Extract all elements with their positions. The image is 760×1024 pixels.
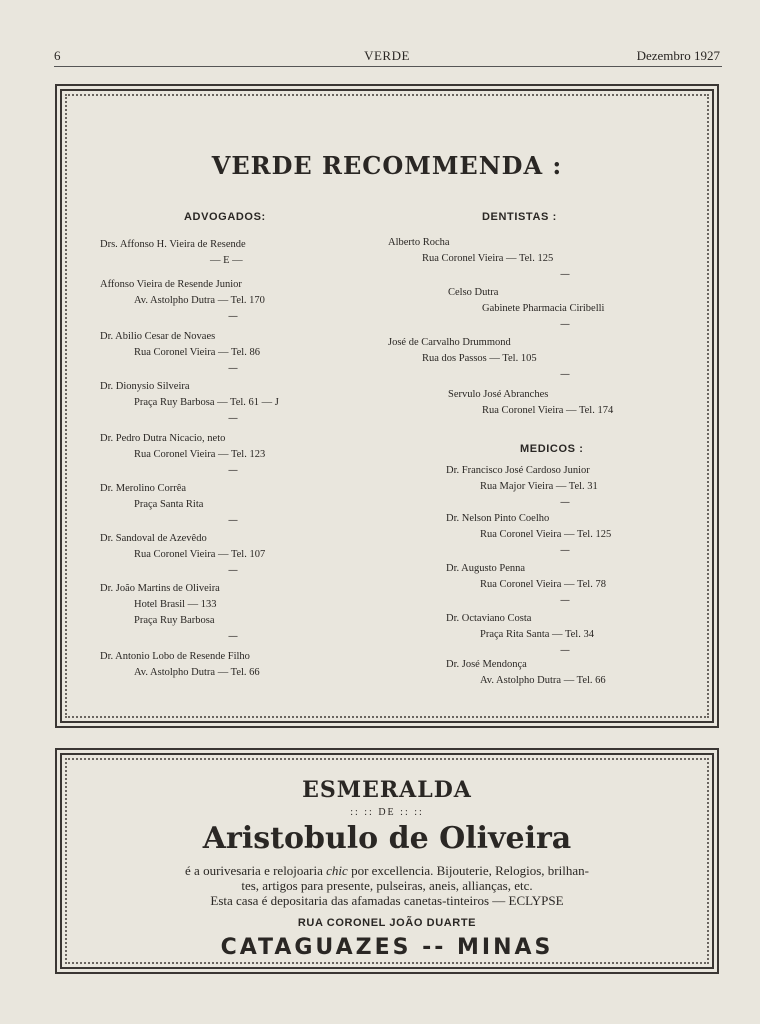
listing-name: Affonso Vieira de Resende Junior: [100, 279, 242, 290]
listing-address: Rua Coronel Vieira — Tel. 123: [134, 449, 266, 460]
listing-address: Rua Coronel Vieira — Tel. 174: [482, 405, 614, 416]
listing-entry: [446, 657, 606, 689]
listing-address: Rua Coronel Vieira — Tel. 125: [480, 529, 612, 540]
running-head: [54, 48, 720, 66]
listing-name: Servulo José Abranches: [448, 389, 549, 400]
advert-line-3: Esta casa é depositaria das afamadas canetas-tinteiros — ECLYPSE: [210, 893, 564, 908]
listing-separator: —: [560, 269, 570, 280]
listing-entry: [388, 235, 553, 267]
listing-name: Dr. Antonio Lobo de Resende Filho: [100, 651, 250, 662]
advert-box: [55, 748, 719, 974]
listing-entry: [100, 431, 265, 463]
listing-name: Dr. Merolino Corrêa: [100, 483, 187, 494]
listing-name: Celso Dutra: [448, 287, 499, 298]
listing-name: Dr. Francisco José Cardoso Junior: [446, 465, 590, 476]
issue-date: Dezembro 1927: [636, 48, 720, 63]
advert-owner: Aristobulo de Oliveira: [202, 821, 572, 856]
listing-address: Rua Major Vieira — Tel. 31: [480, 481, 598, 492]
listing-address: Rua Coronel Vieira — Tel. 78: [480, 579, 606, 590]
advert-line-2: tes, artigos para presente, pulseiras, aneis, allianças, etc.: [241, 878, 533, 893]
advert-street: RUA CORONEL JOÃO DUARTE: [297, 917, 477, 929]
listing-separator: —: [228, 565, 238, 576]
listing-address: Rua Coronel Vieira — Tel. 125: [422, 253, 554, 264]
listing-address: Praça Ruy Barbosa: [134, 615, 215, 626]
recommend-box: [55, 84, 719, 728]
listing-name: Dr. Pedro Dutra Nicacio, neto: [100, 433, 226, 444]
listing-separator: —: [560, 369, 570, 380]
listing-address: Praça Rita Santa — Tel. 34: [480, 629, 594, 640]
listing-separator: —: [228, 465, 238, 476]
listing-entry: [100, 329, 260, 361]
listing-address: Praça Santa Rita: [134, 499, 204, 510]
advert-chic: chic: [326, 863, 348, 878]
listing-separator: —: [228, 631, 238, 642]
listing-address: Gabinete Pharmacia Ciribelli: [482, 303, 605, 314]
dentists-heading: DENTISTAS :: [482, 211, 557, 223]
listing-separator: —: [228, 515, 238, 526]
listing-name: Dr. Nelson Pinto Coelho: [446, 513, 550, 524]
listing-separator: —: [560, 645, 570, 656]
advert-description: [92, 863, 682, 908]
listing-address: Hotel Brasil — 133: [134, 599, 217, 610]
listing-entry: [100, 531, 265, 563]
page-number: 6: [54, 48, 61, 63]
lawyers-intro-sep: — E —: [210, 255, 243, 266]
advert-line-1: [92, 863, 682, 878]
medicos-heading: MEDICOS :: [520, 443, 584, 455]
listing-entry: [446, 463, 598, 495]
listing-name: Dr. Octaviano Costa: [446, 613, 532, 624]
lawyers-heading: ADVOGADOS:: [184, 211, 266, 223]
listing-entry: [446, 561, 606, 593]
advert-line-1b: por excellencia. Bijouterie, Relogios, brilhan-: [351, 863, 589, 878]
listing-address: Rua Coronel Vieira — Tel. 86: [134, 347, 260, 358]
listing-separator: —: [560, 595, 570, 606]
listing-name: Dr. João Martins de Oliveira: [100, 583, 220, 594]
listing-name: José de Carvalho Drummond: [388, 337, 511, 348]
listing-name: Dr. Augusto Penna: [446, 563, 526, 574]
listing-name: Alberto Rocha: [388, 237, 450, 248]
listing-address: Rua Coronel Vieira — Tel. 107: [134, 549, 266, 560]
magazine-title: VERDE: [364, 48, 410, 63]
advert-line-1a: é a ourivesaria e relojoaria: [185, 863, 323, 878]
advert-title: ESMERALDA: [302, 777, 472, 803]
listing-entry: [388, 335, 537, 367]
advert-city: CATAGUAZES -- MINAS: [220, 935, 554, 960]
header-rule: [54, 66, 722, 67]
listing-separator: —: [560, 545, 570, 556]
listing-separator: —: [228, 311, 238, 322]
listing-address: Av. Astolpho Dutra — Tel. 66: [134, 667, 260, 678]
listing-separator: —: [560, 497, 570, 508]
listing-name: Dr. Sandoval de Azevêdo: [100, 533, 207, 544]
listing-entry: [100, 277, 265, 309]
listing-separator: —: [228, 413, 238, 424]
listing-name: Dr. José Mendonça: [446, 659, 527, 670]
lawyers-intro-name: Drs. Affonso H. Vieira de Resende: [100, 239, 246, 250]
listing-entry: [100, 649, 260, 681]
listing-entry: [100, 379, 279, 411]
advert-de: :: :: DE :: ::: [350, 807, 424, 818]
listing-name: Dr. Dionysio Silveira: [100, 381, 190, 392]
listing-entry: [446, 511, 611, 543]
listing-entry: [100, 481, 203, 513]
listing-entry: [446, 611, 594, 643]
lawyers-intro: [100, 237, 246, 269]
listing-address: Av. Astolpho Dutra — Tel. 170: [134, 295, 265, 306]
listing-address: Rua dos Passos — Tel. 105: [422, 353, 537, 364]
listing-address: Av. Astolpho Dutra — Tel. 66: [480, 675, 606, 686]
listing-separator: —: [228, 363, 238, 374]
listing-separator: —: [560, 319, 570, 330]
listing-entry: [448, 285, 604, 317]
listing-entry: [100, 581, 220, 629]
recommend-title: VERDE RECOMMENDA :: [211, 151, 563, 180]
listing-address: Praça Ruy Barbosa — Tel. 61 — J: [134, 397, 279, 408]
listing-entry: [448, 387, 613, 419]
listing-name: Dr. Abilio Cesar de Novaes: [100, 331, 216, 342]
